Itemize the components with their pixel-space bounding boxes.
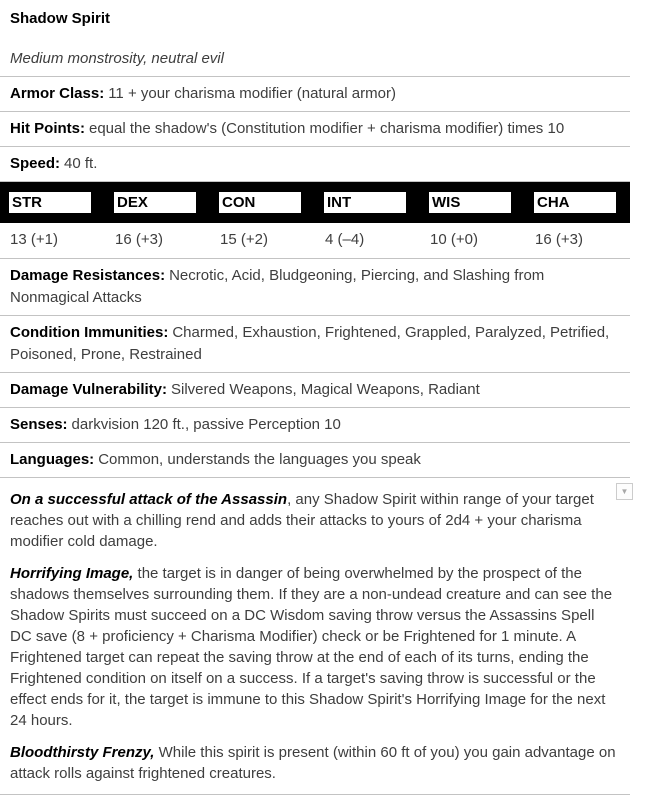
stat-header-col-int xyxy=(315,192,420,213)
condition-immunities-label: Condition Immunities: xyxy=(10,324,169,341)
trait-horrifying-image xyxy=(10,563,616,731)
armor-class-row xyxy=(0,77,630,112)
ability-score-header-row xyxy=(0,182,630,223)
stat-header-cha: CHA xyxy=(534,192,616,213)
stat-header-col-dex xyxy=(105,192,210,213)
trait-assassin-attack xyxy=(10,489,616,552)
stat-header-wis: WIS xyxy=(429,192,511,213)
trait-assassin-attack-name: On a successful attack of the Assassin xyxy=(10,491,288,508)
stat-value-con: 15 (+2) xyxy=(220,231,268,248)
condition-immunities-row xyxy=(0,316,630,373)
damage-vulnerability-row xyxy=(0,373,630,408)
trait-bloodthirsty-frenzy xyxy=(10,742,616,784)
senses-value: darkvision 120 ft., passive Perception 10 xyxy=(71,416,341,433)
stat-value-dex: 16 (+3) xyxy=(115,231,163,248)
stat-header-int: INT xyxy=(324,192,406,213)
damage-vulnerability-value: Silvered Weapons, Magical Weapons, Radiant xyxy=(171,381,480,398)
languages-label: Languages: xyxy=(10,451,95,468)
hit-points-row xyxy=(0,112,630,147)
dropdown-toggle-button[interactable] xyxy=(616,483,633,500)
trait-horrifying-image-text: the target is in danger of being overwhelmed by the prospect of the shadows themselves surrounding them. If they are a non-undead creature and can see the Shadow Spirits must succeed on a DC Wisdom saving throw versus the Assassins Spell DC save (8 + proficiency + Charisma Modifier) check or be Frightened for 1 minute. A Frightened target can repeat the saving throw at the end of each of its turns, ending the Frightened condition on itself on a success. If a target's saving throw is successful or the effect ends for it, the target is immune to this Shadow Spirit's Horrifying Image for the next 24 hours. xyxy=(10,565,613,729)
damage-resistances-row xyxy=(0,259,630,316)
stat-value-str: 13 (+1) xyxy=(10,231,58,248)
stat-header-str: STR xyxy=(9,192,91,213)
stat-header-col-con xyxy=(210,192,315,213)
chevron-down-icon: ▼ xyxy=(620,486,629,496)
senses-row xyxy=(0,408,630,443)
trait-assassin-attack-text: , any Shadow Spirit within range of your target reaches out with a chilling rend and adds their attacks to yours of 2d4 + your charisma modifier cold damage. xyxy=(10,491,594,550)
speed-row xyxy=(0,147,630,182)
creature-type-alignment: Medium monstrosity, neutral evil xyxy=(0,48,630,77)
damage-vulnerability-label: Damage Vulnerability: xyxy=(10,381,167,398)
damage-resistances-value: Necrotic, Acid, Bludgeoning, Piercing, and Slashing from Nonmagical Attacks xyxy=(10,267,545,306)
senses-label: Senses: xyxy=(10,416,68,433)
hit-points-label: Hit Points: xyxy=(10,120,85,137)
trait-bloodthirsty-frenzy-name: Bloodthirsty Frenzy, xyxy=(10,744,155,761)
ability-score-values-row xyxy=(0,223,630,259)
damage-resistances-label: Damage Resistances: xyxy=(10,267,166,284)
stat-header-con: CON xyxy=(219,192,301,213)
creature-title: Shadow Spirit xyxy=(10,10,111,27)
traits-section xyxy=(0,486,630,795)
languages-value: Common, understands the languages you speak xyxy=(98,451,421,468)
stat-header-col-cha xyxy=(525,192,630,213)
armor-class-label: Armor Class: xyxy=(10,85,105,102)
languages-row xyxy=(0,443,630,478)
hit-points-value: equal the shadow's (Constitution modifier + charisma modifier) times 10 xyxy=(89,120,565,137)
armor-class-value: 11 + your charisma modifier (natural armor) xyxy=(108,85,396,102)
stat-header-col-str xyxy=(0,192,105,213)
speed-value: 40 ft. xyxy=(64,155,98,172)
trait-horrifying-image-name: Horrifying Image, xyxy=(10,565,134,582)
speed-label: Speed: xyxy=(10,155,61,172)
stat-header-dex: DEX xyxy=(114,192,196,213)
stat-header-col-wis xyxy=(420,192,525,213)
condition-immunities-value: Charmed, Exhaustion, Frightened, Grappled, Paralyzed, Petrified, Poisoned, Prone, Restrained xyxy=(10,324,610,363)
stat-value-wis: 10 (+0) xyxy=(430,231,478,248)
trait-bloodthirsty-frenzy-text: While this spirit is present (within 60 ft of you) you gain advantage on attack rolls against frightened creatures. xyxy=(10,744,616,782)
stat-value-cha: 16 (+3) xyxy=(535,231,583,248)
stat-value-int: 4 (–4) xyxy=(325,231,365,248)
